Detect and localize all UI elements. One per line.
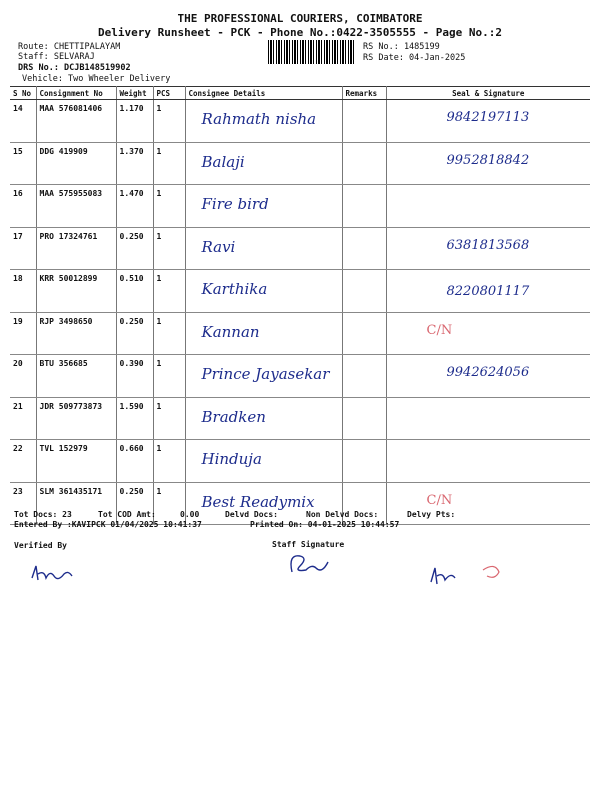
- total-cod-value: 0.00: [180, 510, 200, 519]
- consignee-handwriting: Rahmath nisha: [201, 110, 317, 128]
- runsheet-table: [10, 86, 590, 525]
- consignee-handwriting: Karthika: [201, 280, 268, 298]
- row-remarks: [342, 312, 386, 355]
- row-pcs: 1: [153, 227, 185, 270]
- staff-signature-label: Staff Signature: [272, 540, 345, 549]
- row-sno: 19: [10, 312, 36, 355]
- row-remarks: [342, 227, 386, 270]
- rs-number: RS No.: 1485199: [363, 42, 440, 52]
- signature-text: 6381813568: [446, 237, 530, 253]
- table-row: [10, 185, 590, 228]
- drs-number: DRS No.: DCJB148519902: [18, 63, 131, 73]
- total-docs: Tot Docs: 23: [14, 510, 72, 519]
- row-consignment-no: MAA 575955083: [36, 185, 116, 228]
- company-title: THE PROFESSIONAL COURIERS, COIMBATORE: [177, 12, 423, 25]
- row-pcs: 1: [153, 270, 185, 313]
- row-weight: 0.250: [116, 482, 153, 525]
- row-consignee: [185, 355, 342, 398]
- row-consignment-no: KRR 50012899: [36, 270, 116, 313]
- non-delivered-docs: Non Delvd Docs:: [306, 510, 379, 519]
- signature-text: C/N: [426, 492, 453, 508]
- row-sno: 22: [10, 440, 36, 483]
- row-consignment-no: RJP 3498650: [36, 312, 116, 355]
- consignee-handwriting: Best Readymix: [201, 492, 315, 511]
- row-remarks: [342, 397, 386, 440]
- signature-text: 9952818842: [446, 152, 530, 168]
- row-consignee: [185, 312, 342, 355]
- row-weight: 0.250: [116, 227, 153, 270]
- vehicle-label: Vehicle: Two Wheeler Delivery: [22, 74, 171, 84]
- row-remarks: [342, 440, 386, 483]
- col-pcs: PCS: [153, 87, 185, 100]
- entered-by: Entered By :KAVIPCK 01/04/2025 10:41:37: [14, 520, 202, 529]
- row-consignee: [185, 185, 342, 228]
- table-row: [10, 440, 590, 483]
- row-remarks: [342, 270, 386, 313]
- row-consignee: [185, 397, 342, 440]
- signature-text: C/N: [426, 322, 453, 338]
- authorized-signature: [425, 560, 515, 590]
- row-seal-signature: [386, 270, 590, 313]
- row-consignee: [185, 440, 342, 483]
- staff-signature: [282, 548, 332, 580]
- table-row: [10, 100, 590, 143]
- table-header: [10, 87, 590, 100]
- row-seal-signature: [386, 312, 590, 355]
- row-sno: 14: [10, 100, 36, 143]
- row-sno: 18: [10, 270, 36, 313]
- col-seal-signature: Seal & Signature: [386, 87, 590, 100]
- table-row: [10, 312, 590, 355]
- consignee-handwriting: Kannan: [201, 322, 260, 341]
- row-seal-signature: [386, 397, 590, 440]
- table-row: [10, 142, 590, 185]
- row-seal-signature: [386, 227, 590, 270]
- row-consignee: [185, 227, 342, 270]
- verifier-signature: [28, 560, 78, 588]
- rs-date: RS Date: 04-Jan-2025: [363, 53, 466, 63]
- col-consignment: Consignment No: [36, 87, 116, 100]
- verified-by-label: Verified By: [14, 541, 67, 550]
- row-sno: 20: [10, 355, 36, 398]
- row-pcs: 1: [153, 440, 185, 483]
- row-sno: 21: [10, 397, 36, 440]
- col-consignee: Consignee Details: [185, 87, 342, 100]
- signature-text: 9842197113: [446, 110, 530, 125]
- row-weight: 1.170: [116, 100, 153, 143]
- row-seal-signature: [386, 440, 590, 483]
- row-pcs: 1: [153, 312, 185, 355]
- row-consignment-no: TVL 152979: [36, 440, 116, 483]
- row-consignment-no: DDG 419909: [36, 142, 116, 185]
- row-weight: 0.660: [116, 440, 153, 483]
- barcode: [268, 40, 354, 64]
- row-consignee: [185, 142, 342, 185]
- consignee-handwriting: Prince Jayasekar: [201, 365, 330, 383]
- row-consignee: [185, 100, 342, 143]
- route-label: Route: CHETTIPALAYAM: [18, 42, 121, 52]
- consignee-handwriting: Hinduja: [201, 450, 262, 468]
- row-sno: 17: [10, 227, 36, 270]
- printed-on: Printed On: 04-01-2025 10:44:57: [250, 520, 400, 529]
- table-row: [10, 397, 590, 440]
- table-row: [10, 355, 590, 398]
- row-weight: 1.590: [116, 397, 153, 440]
- row-consignment-no: BTU 356685: [36, 355, 116, 398]
- col-remarks: Remarks: [342, 87, 386, 100]
- consignee-handwriting: Balaji: [201, 152, 245, 171]
- col-weight: Weight: [116, 87, 153, 100]
- row-consignment-no: JDR 509773873: [36, 397, 116, 440]
- row-pcs: 1: [153, 142, 185, 185]
- row-remarks: [342, 355, 386, 398]
- total-cod-label: Tot COD Amt:: [98, 510, 156, 519]
- row-pcs: 1: [153, 397, 185, 440]
- row-pcs: 1: [153, 355, 185, 398]
- row-seal-signature: [386, 355, 590, 398]
- staff-label: Staff: SELVARAJ: [18, 52, 95, 62]
- table-row: [10, 270, 590, 313]
- signature-text: 9942624056: [446, 365, 530, 380]
- row-consignee: [185, 270, 342, 313]
- row-pcs: 1: [153, 482, 185, 525]
- row-sno: 16: [10, 185, 36, 228]
- row-seal-signature: [386, 142, 590, 185]
- table-row: [10, 227, 590, 270]
- row-consignment-no: PRO 17324761: [36, 227, 116, 270]
- consignee-handwriting: Ravi: [201, 237, 236, 256]
- row-seal-signature: [386, 185, 590, 228]
- delivered-docs: Delvd Docs:: [225, 510, 278, 519]
- row-sno: 15: [10, 142, 36, 185]
- row-pcs: 1: [153, 185, 185, 228]
- row-seal-signature: [386, 100, 590, 143]
- row-remarks: [342, 100, 386, 143]
- row-weight: 0.510: [116, 270, 153, 313]
- runsheet-subtitle: Delivery Runsheet - PCK - Phone No.:0422-3505555 - Page No.:2: [98, 26, 502, 39]
- row-sno: 23: [10, 482, 36, 525]
- row-consignment-no: MAA 576081406: [36, 100, 116, 143]
- signature-text: 8220801117: [446, 284, 530, 299]
- row-pcs: 1: [153, 100, 185, 143]
- delivery-points: Delvy Pts:: [407, 510, 456, 519]
- row-remarks: [342, 185, 386, 228]
- row-weight: 1.370: [116, 142, 153, 185]
- row-consignment-no: SLM 361435171: [36, 482, 116, 525]
- consignee-handwriting: Fire bird: [201, 195, 269, 213]
- row-weight: 0.250: [116, 312, 153, 355]
- row-remarks: [342, 142, 386, 185]
- table-row: [10, 482, 590, 525]
- consignee-handwriting: Bradken: [201, 407, 266, 426]
- col-sno: S No: [10, 87, 36, 100]
- row-weight: 1.470: [116, 185, 153, 228]
- row-weight: 0.390: [116, 355, 153, 398]
